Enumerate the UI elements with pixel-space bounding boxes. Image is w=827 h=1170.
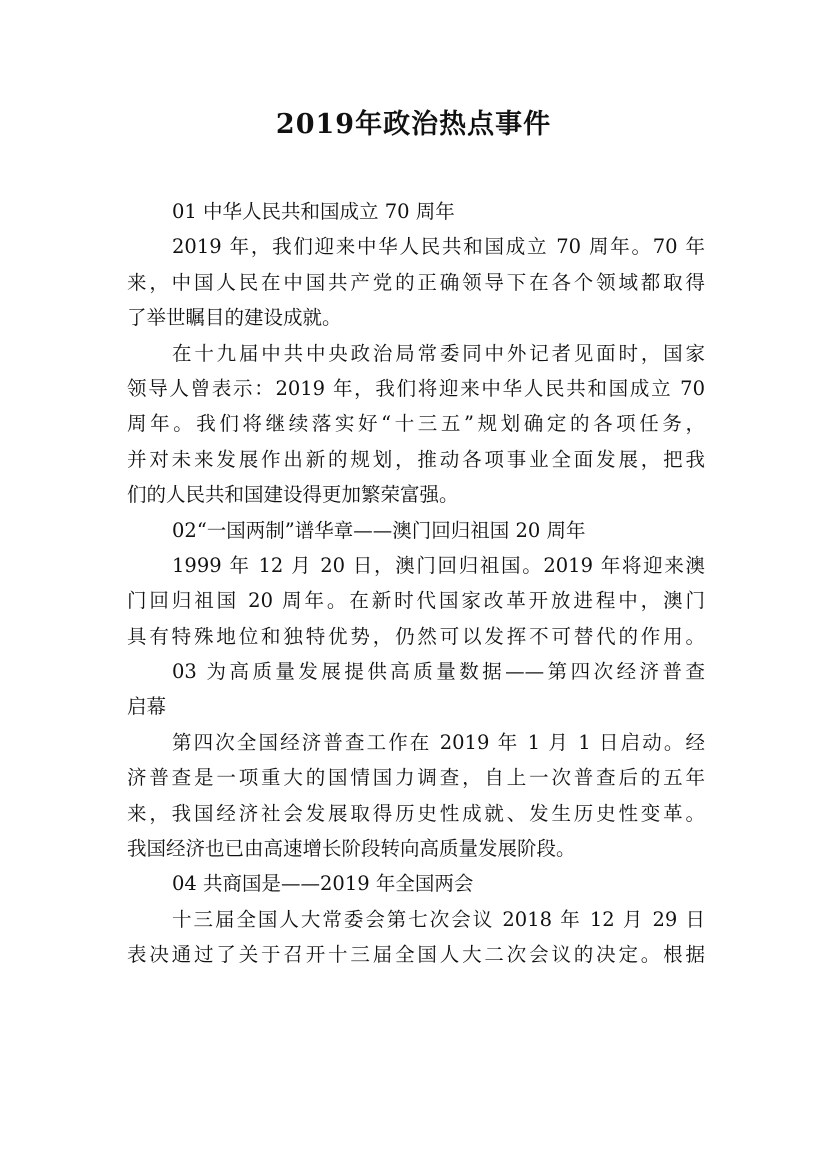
text-line: 们的人民共和国建设得更加繁荣富强。 bbox=[127, 483, 459, 507]
text-line: 表决通过了关于召开十三届全国人大二次会议的决定。根据 bbox=[127, 943, 705, 967]
text-line: 01 中华人民共和国成立 70 周年 bbox=[172, 200, 455, 223]
text-line: 周年。我们将继续落实好“十三五”规划确定的各项任务， bbox=[127, 412, 705, 436]
document-body bbox=[127, 194, 705, 973]
text-line: 第四次全国经济普查工作在 2019 年 1 月 1 日启动。经 bbox=[172, 730, 705, 754]
text-line: 济普查是一项重大的国情国力调查，自上一次普查后的五年 bbox=[127, 766, 705, 790]
text-line: 门回归祖国 20 周年。在新时代国家改革开放进程中，澳门 bbox=[127, 589, 705, 613]
text-line: 2019 年，我们迎来中华人民共和国成立 70 周年。70 年 bbox=[172, 235, 705, 259]
text-line: 我国经济也已由高速增长阶段转向高质量发展阶段。 bbox=[127, 837, 576, 861]
text-line: 领导人曾表示：2019 年，我们将迎来中华人民共和国成立 70 bbox=[127, 376, 705, 400]
text-line: 具有特殊地位和独特优势，仍然可以发挥不可替代的作用。 bbox=[127, 624, 705, 648]
text-line: 在十九届中共中央政治局常委同中外记者见面时，国家 bbox=[172, 341, 705, 365]
text-line: 并对未来发展作出新的规划，推动各项事业全面发展，把我 bbox=[127, 447, 705, 471]
text-line: 十三届全国人大常委会第七次会议 2018 年 12 月 29 日 bbox=[172, 907, 705, 931]
text-line: 04 共商国是——2019 年全国两会 bbox=[172, 872, 474, 896]
text-line: 来，中国人民在中国共产党的正确领导下在各个领域都取得 bbox=[127, 270, 705, 294]
text-line: 03 为高质量发展提供高质量数据——第四次经济普查 bbox=[172, 660, 705, 684]
text-line: 了举世瞩目的建设成就。 bbox=[127, 306, 342, 330]
text-line: 来，我国经济社会发展取得历史性成就、发生历史性变革。 bbox=[127, 801, 705, 825]
text-line: 02“一国两制”谱华章——澳门回归祖国 20 周年 bbox=[172, 518, 586, 542]
text-line: 启幕 bbox=[127, 695, 167, 719]
text-line: 1999 年 12 月 20 日，澳门回归祖国。2019 年将迎来澳 bbox=[172, 553, 705, 577]
document-title: 2019年政治热点事件 bbox=[275, 109, 552, 140]
